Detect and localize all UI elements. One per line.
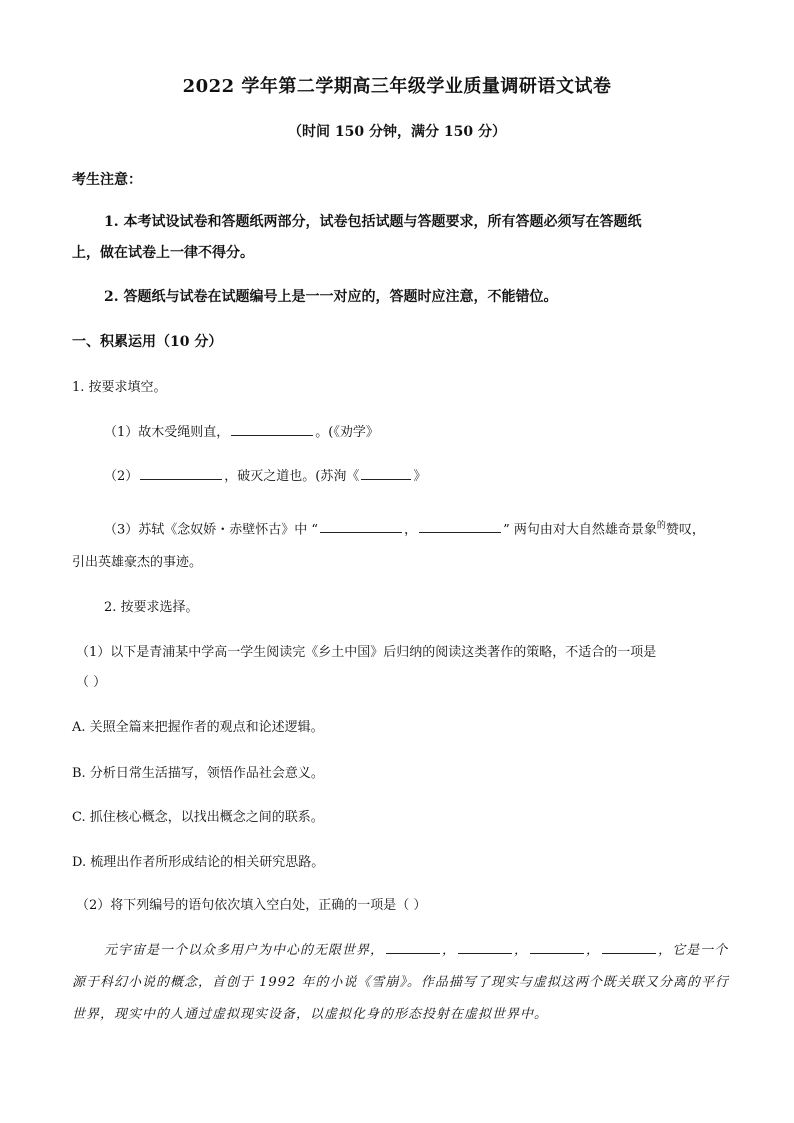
answer-blank[interactable] <box>419 518 501 533</box>
option-a[interactable]: A. 关照全篇来把握作者的观点和论述逻辑。 <box>72 720 324 735</box>
question-1-stem: 1. 按要求填空。 <box>72 380 167 395</box>
question-1-part-1 <box>104 421 379 440</box>
part-2-label: （2） <box>104 469 139 484</box>
part-3-text-after: ” 两句由对大自然雄奇景象 <box>503 522 657 538</box>
part-1-source: 。(《劝学》 <box>315 425 379 440</box>
passage-comma: ， <box>514 943 529 958</box>
part-3-text: （3）苏轼《念奴娇・赤壁怀古》中 “ <box>104 522 319 538</box>
part-2-text: ，破灭之道也。(苏洵《 <box>224 469 360 484</box>
passage-blank[interactable] <box>458 939 512 954</box>
part-3-end: 赞叹， <box>665 522 705 538</box>
passage-blank[interactable] <box>602 939 656 954</box>
passage-text: 元宇宙是一个以众多用户为中心的无限世界， <box>104 943 385 958</box>
passage-blank[interactable] <box>530 939 584 954</box>
answer-blank[interactable] <box>140 465 222 480</box>
passage-line-2: 源于科幻小说的概念，首创于 1992 年的小说《雪崩》。作品描写了现实与虚拟这两个既关联又分离的平行 <box>72 975 729 990</box>
question-1-part-3 <box>104 518 705 537</box>
notice-item-1-line-2: 上，做在试卷上一律不得分。 <box>72 245 254 261</box>
question-2-sub-2: （2）将下列编号的语句依次填入空白处，正确的一项是（ ） <box>76 898 427 913</box>
exam-subtitle: （时间 150 分钟，满分 150 分） <box>288 124 506 140</box>
option-c[interactable]: C. 抓住核心概念，以找出概念之间的联系。 <box>72 810 324 825</box>
page-title: 2022 学年第二学期高三年级学业质量调研语文试卷 <box>182 76 612 97</box>
question-2-sub-1: （1）以下是青浦某中学高一学生阅读完《乡土中国》后归纳的阅读这类著作的策略，不适合的一项是 <box>76 645 657 660</box>
question-2-stem: 2. 按要求选择。 <box>104 600 199 615</box>
question-1-part-3-line-2: 引出英雄豪杰的事迹。 <box>72 555 203 570</box>
option-d[interactable]: D. 梳理出作者所形成结论的相关研究思路。 <box>72 855 325 870</box>
part-1-text: （1）故木受绳则直， <box>104 425 230 440</box>
passage-comma: ， <box>442 943 457 958</box>
part-3-superscript: 的 <box>656 521 666 531</box>
passage-line-3: 世界，现实中的人通过虚拟现实设备，以虚拟化身的形态投射在虚拟世界中。 <box>72 1007 549 1022</box>
notice-item-2: 2. 答题纸与试卷在试题编号上是一一对应的，答题时应注意，不能错位。 <box>104 289 558 305</box>
passage-line-1 <box>104 939 728 958</box>
passage-comma: ， <box>586 943 601 958</box>
notice-heading: 考生注意： <box>72 172 142 188</box>
passage-blank[interactable] <box>386 939 440 954</box>
notice-item-1-line-1: 1. 本考试设试卷和答题纸两部分，试卷包括试题与答题要求，所有答题必须写在答题纸 <box>104 214 642 230</box>
answer-blank[interactable] <box>361 465 411 480</box>
answer-bracket: （ ） <box>76 675 107 690</box>
section-heading: 一、积累运用（10 分） <box>72 334 223 350</box>
question-1-part-2 <box>104 465 426 484</box>
passage-text-after: ，它是一个 <box>658 943 729 958</box>
option-b[interactable]: B. 分析日常生活描写，领悟作品社会意义。 <box>72 766 324 781</box>
answer-blank[interactable] <box>320 518 402 533</box>
answer-blank[interactable] <box>231 421 313 436</box>
part-3-comma: ， <box>404 522 418 538</box>
part-2-close: 》 <box>413 469 427 484</box>
